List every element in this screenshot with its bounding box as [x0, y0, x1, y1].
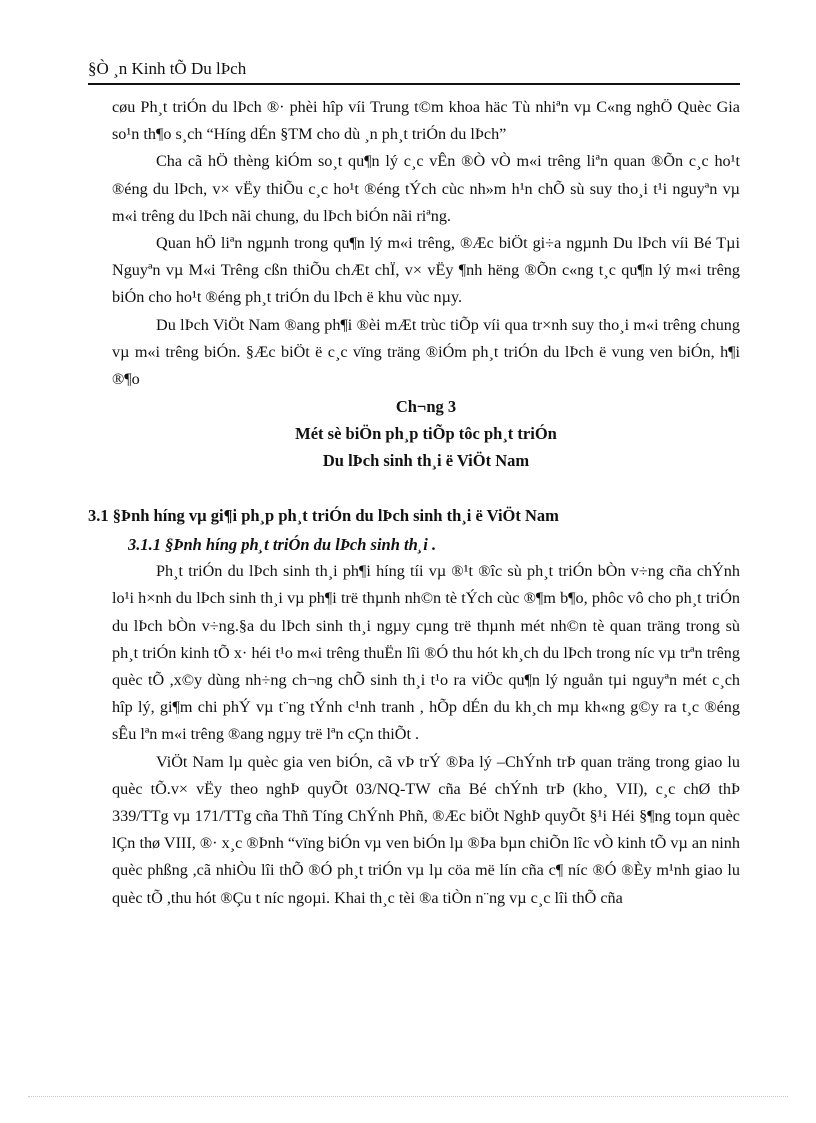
chapter-title-line-1: Mét sè biÖn ph¸p tiÕp tôc ph¸t triÓn — [295, 424, 557, 444]
paragraph: Cha cã hÖ thèng kiÓm so¸t qu¶n lý c¸c vÊn ®Ò vÒ m«i trêng liªn quan ®Õn c¸c ho¹t ®éng du lÞch, v× vËy thiÕu c¸c ho¹t ®éng tÝch cùc nh»m h¹n chÕ sù suy tho¸i t¹i nguyªn vµ m«i trêng du lÞch nãi chung, du lÞch biÓn nãi riªng. — [112, 152, 740, 225]
paragraph: Quan hÖ liªn ngµnh trong qu¶n lý m«i trêng, ®Æc biÖt gi÷a ngµnh Du lÞch víi Bé Tµi Nguyªn vµ M«i Trêng cßn thiÕu chÆt chÏ, v× vËy ¶nh hëng ®Õn c«ng t¸c qu¶n lý m«i trêng biÓn cho ho¹t ®éng ph¸t triÓn du lÞch ë khu vùc nµy. — [112, 234, 740, 307]
chapter-title-line-2: Du lÞch sinh th¸i ë ViÖt Nam — [322, 451, 530, 471]
page-header — [88, 58, 740, 85]
chapter-number: Ch¬ng 3 — [395, 397, 457, 417]
paragraph: Ph¸t triÓn du lÞch sinh th¸i ph¶i híng tíi vµ ®¹t ®îc sù ph¸t triÓn bÒn v÷ng cña chÝnh lo¹i h×nh du lÞch sinh th¸i vµ ph¶i trë thµnh nh©n tè tÝch cùc ®¶m b¶o, phôc vô cho ph¸t triÓn du lÞch bÒn v÷ng.§a du lÞch sinh th¸i ngµy cµng trë thµnh mét nh©n tè quan träng trong sù ph¸t triÓn kinh tÕ x· héi t¹o m«i trêng thuËn lîi ®Ó thu hót kh¸ch du lÞch trong níc vµ trªn trêng quèc tÕ ,x©y dùng nh÷ng ch¬ng chÕ sinh th¸i t¹o ra viÖc qu¶n lý nguån tµi nguyªn mét c¸ch hîp lý, gi¶m chi phÝ vµ t¨ng tÝnh c¹nh tranh , hÕp dÉn du kh¸ch mµ kh«ng g©y ra t¸c ®éng sÊu lªn m«i trêng ®ang ngµy trë lªn cÇn thiÕt . — [112, 562, 740, 744]
paragraph: cøu Ph¸t triÓn du lÞch ®· phèi hîp víi Trung t©m khoa häc Tù nhiªn vµ C«ng nghÖ Quèc Gia so¹n th¶o s¸ch “Híng dÉn §TM cho dù ¸n ph¸t triÓn du lÞch” — [112, 98, 740, 144]
subsection-heading: 3.1.1 §Þnh híng ph¸t triÓn du lÞch sinh th¸i . — [128, 535, 437, 555]
header-title: §Ò ¸n Kinh tÕ Du lÞch — [88, 59, 247, 78]
page-body — [88, 94, 740, 912]
paragraph: Du lÞch ViÖt Nam ®ang ph¶i ®èi mÆt trùc tiÕp víi qua tr×nh suy tho¸i m«i trêng chung vµ m«i trêng biÓn. §Æc biÖt ë c¸c vïng träng ®iÓm ph¸t triÓn du lÞch ë vung ven biÓn, h¶i ®¶o — [112, 315, 740, 389]
paragraph: ViÖt Nam lµ quèc gia ven biÓn, cã vÞ trÝ ®Þa lý –ChÝnh trÞ quan träng trong giao lu quèc tÕ.v× vËy theo nghÞ quyÕt 03/NQ-TW cña Bé chÝnh trÞ (kho¸ VII), c¸c chØ thÞ 339/TTg vµ 171/TTg cña Thñ Tíng ChÝnh Phñ, ®Æc biÖt NghÞ quyÕt §¹i Héi §¶ng toµn quèc lÇn thø VIII, ®· x¸c ®Þnh “vïng biÓn vµ ven biÓn lµ ®Þa bµn chiÕn lîc vÒ kinh tÕ vµ an ninh quèc phßng ,cã nhiÒu lîi thÕ ®Ó ph¸t triÓn vµ lµ cöa më lín cña c¶ níc ®Ó ®Èy m¹nh giao lu quèc tÕ ,thu hót ®Çu t níc ngoµi. Khai th¸c tèi ®a tiÒn n¨ng vµ c¸c lîi thÕ cña — [112, 752, 740, 907]
section-heading: 3.1 §Þnh híng vµ gi¶i ph¸p ph¸t triÓn du lÞch sinh th¸i ë ViÖt Nam — [88, 506, 559, 526]
page-bottom-rule — [28, 1096, 788, 1097]
